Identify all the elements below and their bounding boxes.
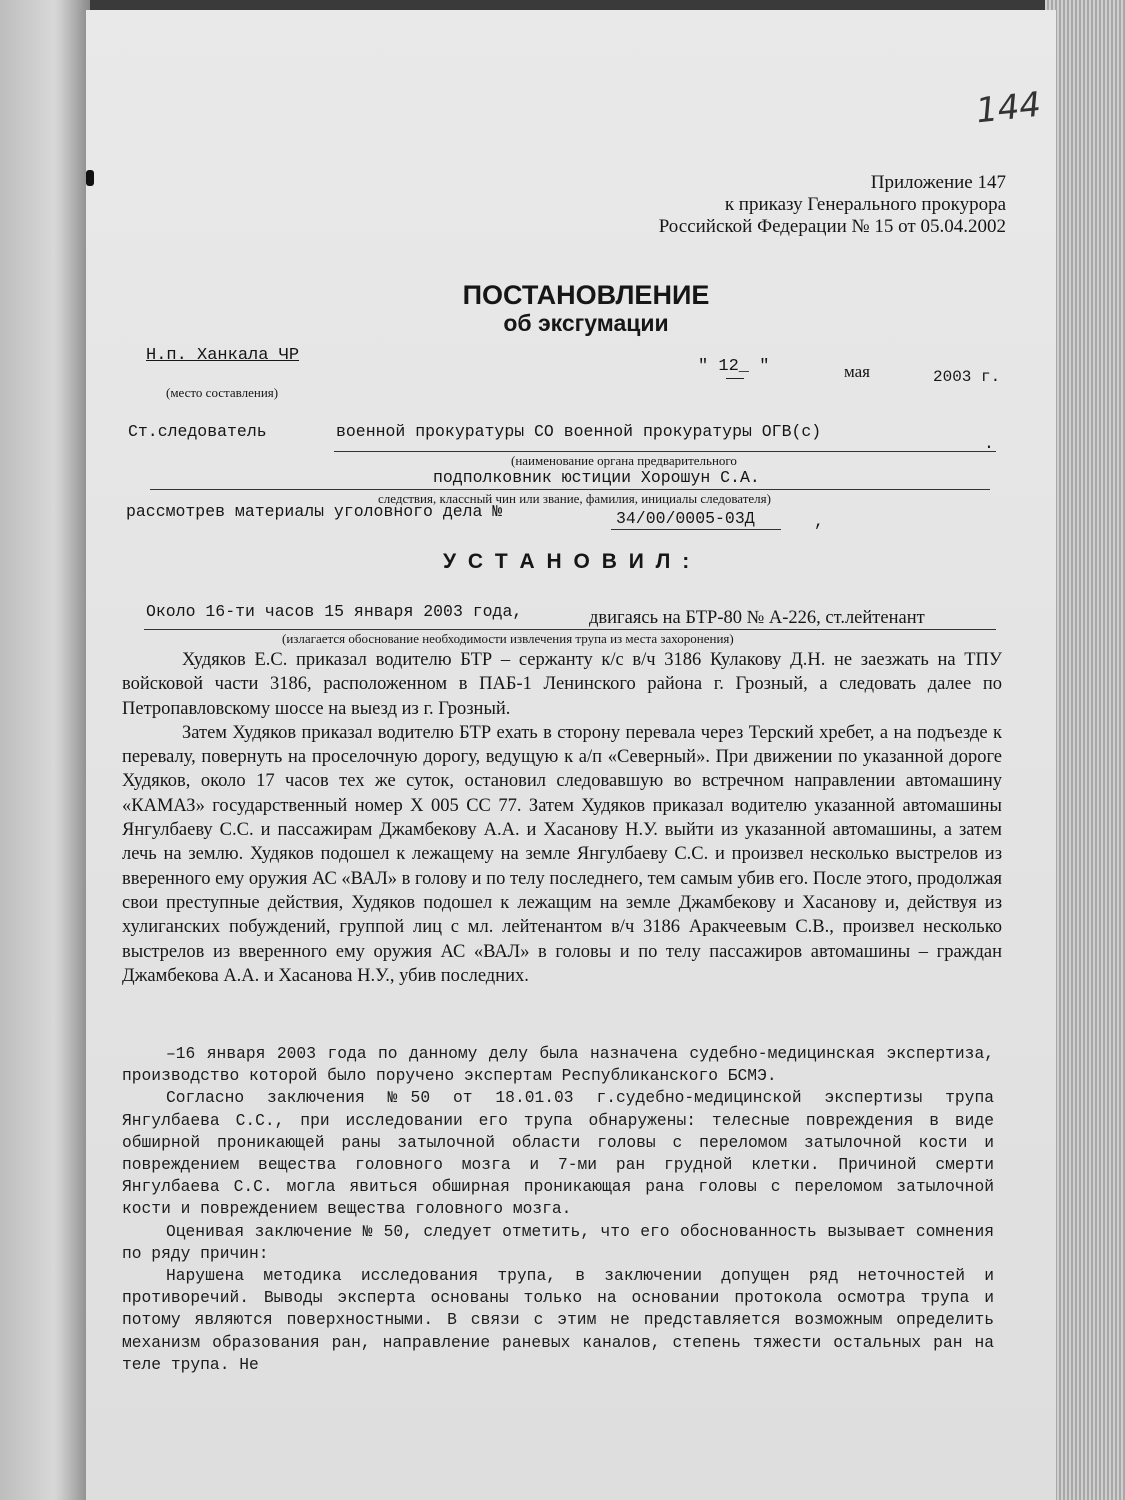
expertise-paragraph-1: –16 января 2003 года по данному делу была назначена судебно-медицинская экспертиза, производство которой было поручено экспертам Республиканского БСМЭ. <box>122 1044 994 1086</box>
case-number-underline <box>611 529 781 530</box>
investigator-label: Ст.следователь <box>128 422 267 441</box>
narrative-text <box>122 648 1002 988</box>
first-line-serif: двигаясь на БТР-80 № А-226, ст.лейтенант <box>589 608 925 628</box>
expertise-paragraph-4: Нарушена методика исследования трупа, в заключении допущен ряд неточностей и противоречий. Выводы эксперта основаны только на основании протокола осмотра трупа и потому являются поверхностными. В связи с этим не представляется возможным определить механизм образования ран, направление раневых каналов, степень тяжести остальных ран на теле трупа. Не <box>122 1266 994 1374</box>
document-page <box>86 10 1056 1500</box>
appendix-line-3: Российской Федерации № 15 от 05.04.2002 <box>658 216 1006 237</box>
investigator-organ-period: . <box>984 434 994 453</box>
expertise-paragraph-2: Согласно заключения №50 от 18.01.03 г.судебно-медицинской экспертизы трупа Янгулбаева С.С., при исследовании его трупа обнаружены: телесные повреждения в виде обширной проникающей раны затылочной области головы с переломом затылочной кости и повреждением вещества головного мозга и 7-ми ран грудной клетки. Причиной смерти Янгулбаева С.С. могла явиться обширная проникающая рана головы с переломом затылочной кости и повреждением вещества головного мозга. <box>122 1088 994 1219</box>
narrative-paragraph-1: Худяков Е.С. приказал водителю БТР – сержанту к/с в/ч 3186 Кулакову Д.Н. не заезжать на ТПУ войсковой части 3186, расположенном в ПАБ-1 Ленинского района г. Грозный, а следовать далее по Петропавловскому шоссе на выезд из г. Грозный. <box>122 650 1002 719</box>
case-number: 34/00/0005-03Д <box>616 509 755 528</box>
investigator-name: подполковник юстиции Хорошун С.А. <box>433 468 760 487</box>
document-title <box>386 280 786 336</box>
date-day-underline <box>726 378 744 379</box>
title-sub: об эксгумации <box>503 310 669 336</box>
investigator-organ: военной прокуратуры СО военной прокуратуры ОГВ(с) <box>336 422 822 441</box>
first-line-underline <box>144 629 996 630</box>
name-underline <box>150 489 990 490</box>
organ-underline <box>334 451 996 452</box>
place-value: Н.п. Ханкала ЧР <box>146 346 300 365</box>
expertise-text <box>122 1043 994 1376</box>
appendix-reference <box>659 172 1006 238</box>
case-text: рассмотрев материалы уголовного дела № <box>126 502 503 521</box>
appendix-line-2: к приказу Генерального прокурора <box>724 194 1006 215</box>
expertise-paragraph-3: Оценивая заключение № 50, следует отметить, что его обоснованность вызывает сомнения по ряду причин: <box>122 1221 994 1263</box>
case-comma: , <box>814 512 824 531</box>
appendix-line-1: Приложение 147 <box>870 172 1006 193</box>
investigator-hint: следствия, классный чин или звание, фамилия, инициалы следователя) <box>378 491 771 506</box>
date-day: " 12_ " <box>698 357 770 376</box>
date-month: мая <box>844 362 871 381</box>
page-stack-edge <box>1045 0 1125 1500</box>
narrative-paragraph-2: Затем Худяков приказал водителю БТР ехать в сторону перевала через Терский хребет, а на подъезде к перевалу, повернуть на проселочную дорогу, ведущую к а/п «Северный». При движении по указанной дороге Худяков, около 17 часов тех же суток, остановил следовавшую во встречном направлении автомашину «КАМАЗ» государственный номер Х 005 СС 77. Затем Худяков приказал водителю указанной автомашины Янгулбаеву С.С. и пассажирам Джамбекову А.А. и Хасанову Н.У. выйти из указанной автомашины, а затем лечь на землю. Худяков подошел к лежащему на земле Янгулбаеву С.С. и произвел несколько выстрелов из вверенного ему оружия АС «ВАЛ» в голову и по телу последнего, тем самым убив его. После этого, продолжая свои преступные действия, Худяков подошел к лежащим на земле Джамбекову и Хасанову и, действуя из хулиганских побуждений, группой лиц с мл. лейтенантом в/ч 3186 Аракчеевым С.В., произвел несколько выстрелов из вверенного ему оружия АС «ВАЛ» в головы и по телу пассажиров автомашины – граждан Джамбекова А.А. и Хасанова Н.У., убив последних. <box>122 722 1002 986</box>
title-main: ПОСТАНОВЛЕНИЕ <box>462 280 710 310</box>
first-line-mono: Около 16-ти часов 15 января 2003 года, <box>146 602 523 621</box>
date-year: 2003 г. <box>933 368 1001 386</box>
organ-hint: (наименование органа предварительного <box>511 453 737 468</box>
place-hint: (место составления) <box>166 385 279 400</box>
established-heading: У С Т А Н О В И Л : <box>443 550 693 573</box>
handwritten-page-number: 144 <box>974 84 1043 132</box>
binder-hole-mark <box>86 170 94 186</box>
first-line-hint: (излагается обоснование необходимости извлечения трупа из места захоронения) <box>282 631 734 646</box>
